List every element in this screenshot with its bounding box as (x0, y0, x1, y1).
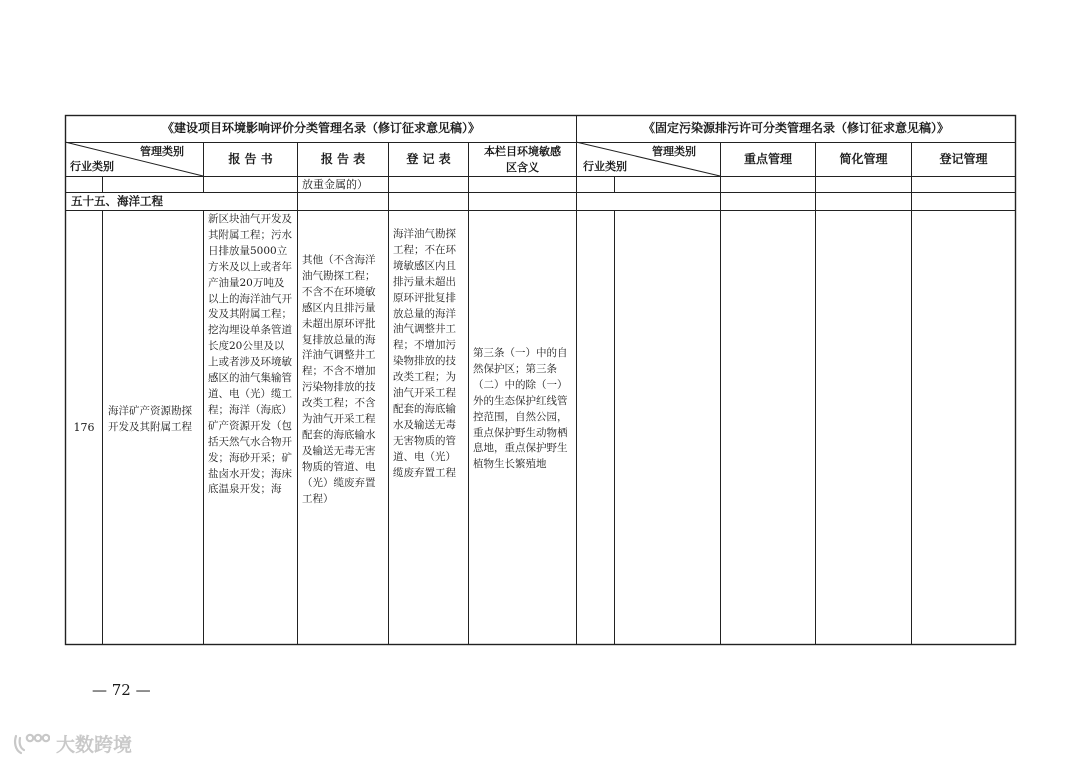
row-report-book: 新区块油气开发及其附属工程；污水日排放量5000立方米及以上或者年产油量20万吨及以上的海洋油气开发及其附属工程；挖沟埋设单条管道长度20公里及以上或者涉及环境敏感区的油气集输管道、电（光）缆工程；海洋（海底）矿产资源开发（包括天然气水合物开发；海砂开采；矿盐卤水开发；海床底温泉开发；海 (208, 213, 292, 496)
watermark-text: 大数跨境 (56, 733, 133, 756)
left-table-title: 《建设项目环境影响评价分类管理名录（修订征求意见稿）》 (161, 121, 480, 135)
section-title: 五十五、海洋工程 (71, 194, 163, 208)
header-simple-management: 简化管理 (839, 152, 888, 166)
left-diag-bottom-label: 行业类别 (70, 160, 114, 173)
row-number: 176 (73, 421, 95, 434)
header-sensitive-line1: 本栏目环境敏感 (484, 145, 561, 158)
left-diag-top-label: 管理类别 (140, 145, 184, 158)
watermark-logo-icon (12, 730, 50, 756)
right-diag-bottom-label: 行业类别 (583, 160, 627, 173)
right-table-title: 《固定污染源排污许可分类管理名录（修订征求意见稿）》 (642, 121, 949, 135)
page-number: — 72 — (92, 681, 151, 699)
header-sensitive-line2: 区含义 (506, 161, 539, 174)
header-report-table: 报 告 表 (320, 152, 366, 166)
row-sensitive-area: 第三条（一）中的自然保护区；第三条（二）中的除（一）外的生态保护红线管控范围，自然公园，重点保护野生动物栖息地，重点保护野生植物生长繁殖地 (473, 347, 568, 471)
carry-over-text: 放重金属的） (302, 178, 368, 191)
header-report-book: 报 告 书 (228, 152, 273, 166)
header-key-management: 重点管理 (743, 152, 792, 166)
watermark (12, 728, 132, 758)
right-diag-top-label: 管理类别 (652, 145, 696, 158)
header-registration-management: 登记管理 (939, 152, 988, 166)
header-registration: 登 记 表 (406, 152, 451, 166)
row-industry: 海洋矿产资源勘探开发及其附属工程 (108, 405, 192, 433)
row-registration: 海洋油气勘探工程；不在环境敏感区内且排污量未超出原环评批复排放总量的海洋油气调整井工程；不增加污染物排放的技改类工程；为油气开采工程配套的海底输水及输送无毒无害物质的管道、电（光）缆废弃置工程 (393, 228, 456, 479)
row-report-table: 其他（不含海洋油气勘探工程；不含不在环境敏感区内且排污量未超出原环评批复排放总量的海洋油气调整井工程；不含不增加污染物排放的技改类工程；不含为油气开采工程配套的海底输水及输送无毒无害物质的管道、电（光）缆废弃置工程） (302, 254, 376, 505)
